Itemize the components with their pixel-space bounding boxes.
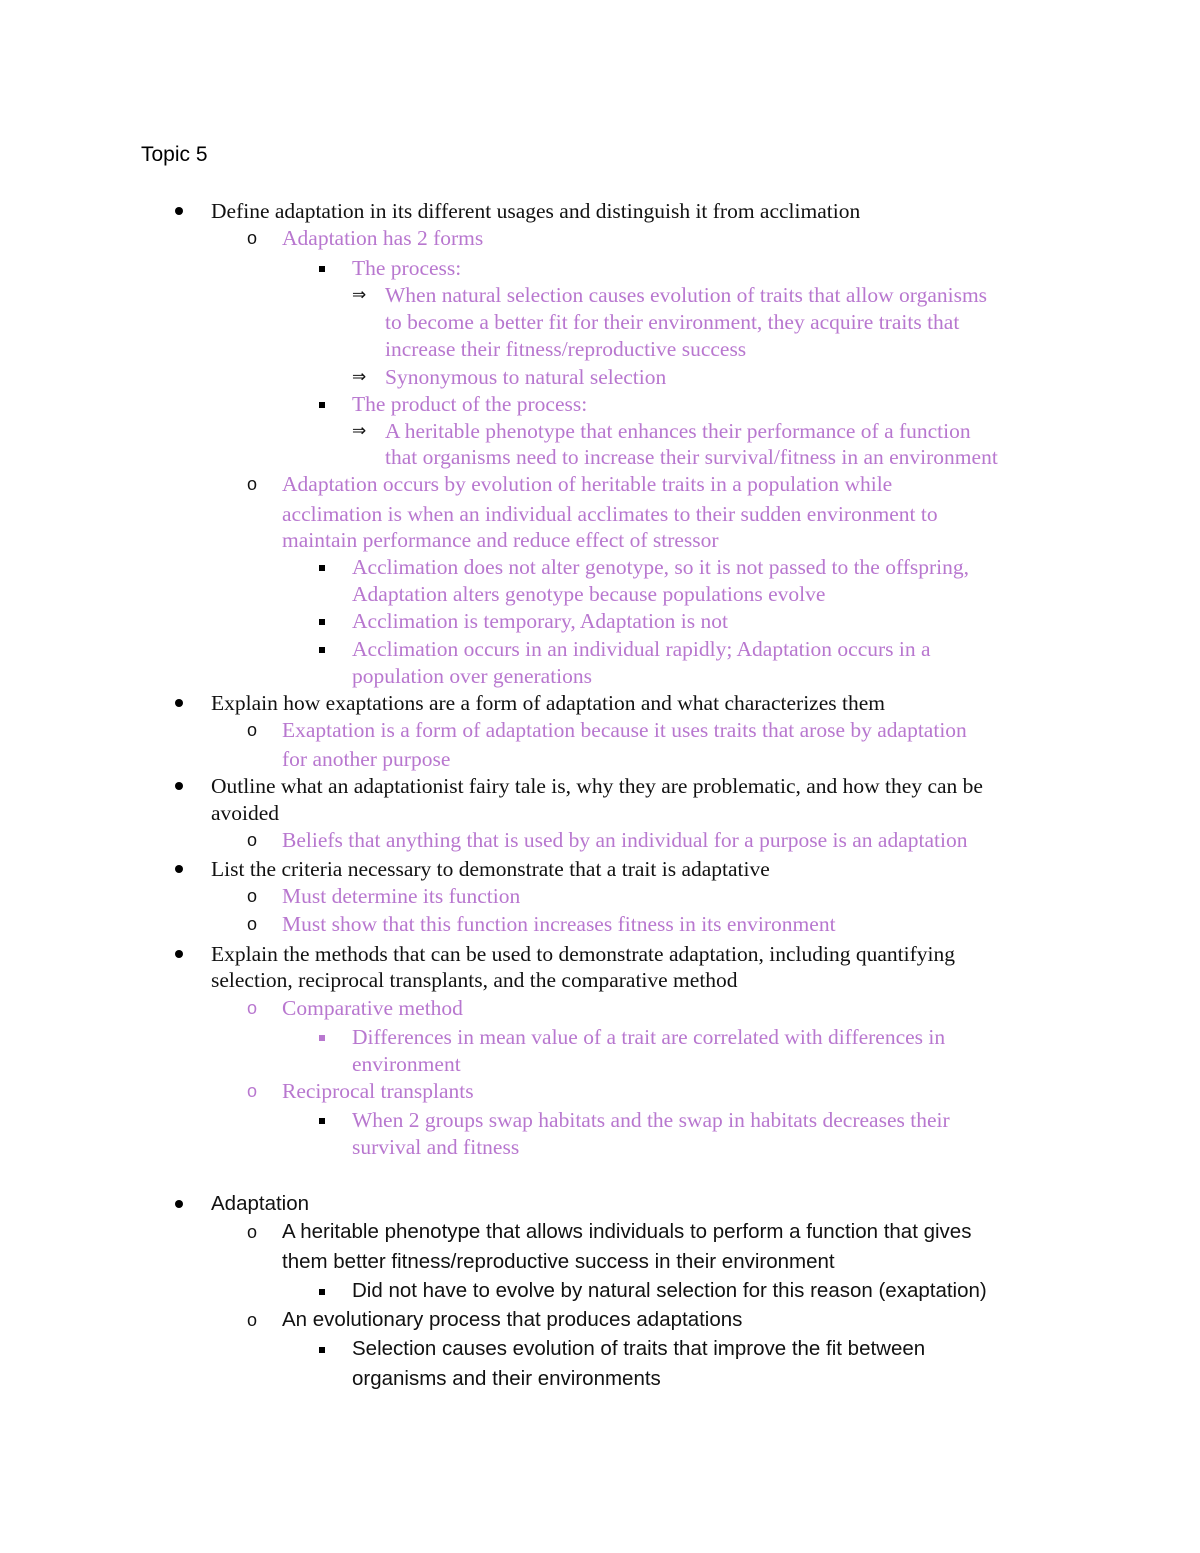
square-bullet-icon [319,1347,325,1353]
item-text: Acclimation does not alter genotype, so it is not passed to the offspring, [352,555,970,579]
square-bullet-icon [319,1035,325,1041]
circle-bullet-icon: o [247,1222,258,1242]
bullet-icon [175,865,183,873]
item-text: increase their fitness/reproductive success [385,337,747,361]
circle-bullet-icon: o [247,1310,258,1330]
page-title: Topic 5 [141,143,208,166]
item-text: Adaptation occurs by evolution of heritable traits in a population while [282,472,893,496]
circle-bullet-icon: o [247,886,258,906]
item-text: acclimation is when an individual acclimates to their sudden environment to [282,502,938,526]
item-text: List the criteria necessary to demonstrate that a trait is adaptative [211,857,770,881]
item-text: Differences in mean value of a trait are correlated with differences in [352,1025,946,1049]
bullet-icon [175,1200,183,1208]
item-text: When 2 groups swap habitats and the swap in habitats decreases their [352,1108,950,1132]
item-text: Selection causes evolution of traits that improve the fit between [352,1337,926,1360]
item-text: them better fitness/reproductive success in their environment [282,1250,835,1273]
item-text: Synonymous to natural selection [385,365,667,389]
item-text: Did not have to evolve by natural selection for this reason (exaptation) [352,1279,987,1302]
circle-bullet-icon: o [247,830,258,850]
item-text: When natural selection causes evolution of traits that allow organisms [385,283,988,307]
item-text: A heritable phenotype that allows individuals to perform a function that gives [282,1220,972,1243]
circle-bullet-icon: o [247,914,258,934]
item-text: Outline what an adaptationist fairy tale is, why they are problematic, and how they can be [211,774,983,798]
item-text: maintain performance and reduce effect of stressor [282,528,719,552]
circle-bullet-icon: o [247,998,258,1018]
item-text: Explain how exaptations are a form of adaptation and what characterizes them [211,691,885,715]
item-text: survival and fitness [352,1135,520,1159]
item-text: population over generations [352,664,593,688]
item-text: Comparative method [282,996,463,1020]
bullet-icon [175,207,183,215]
item-text: that organisms need to increase their survival/fitness in an environment [385,445,998,469]
item-text: environment [352,1052,461,1076]
square-bullet-icon [319,266,325,272]
item-text: An evolutionary process that produces adaptations [282,1308,743,1331]
item-text: The process: [352,256,462,280]
item-text: The product of the process: [352,392,588,416]
circle-bullet-icon: o [247,720,258,740]
item-text: Adaptation alters genotype because populations evolve [352,582,826,606]
item-text: for another purpose [282,747,451,771]
item-text: Acclimation is temporary, Adaptation is not [352,609,728,633]
bullet-icon [175,950,183,958]
arrow-bullet-icon: ⇒ [352,285,367,305]
item-text: A heritable phenotype that enhances their performance of a function [385,419,971,443]
item-text: Exaptation is a form of adaptation because it uses traits that arose by adaptation [282,718,967,742]
circle-bullet-icon: o [247,474,258,494]
item-text: Beliefs that anything that is used by an individual for a purpose is an adaptation [282,828,968,852]
item-text: Define adaptation in its different usages and distinguish it from acclimation [211,199,861,223]
item-text: Explain the methods that can be used to demonstrate adaptation, including quantifying [211,942,955,966]
bullet-icon [175,782,183,790]
circle-bullet-icon: o [247,1081,258,1101]
square-bullet-icon [319,1289,325,1295]
square-bullet-icon [319,565,325,571]
item-text: Reciprocal transplants [282,1079,474,1103]
item-text: Acclimation occurs in an individual rapidly; Adaptation occurs in a [352,637,931,661]
item-text: Must determine its function [282,884,521,908]
item-text: selection, reciprocal transplants, and the comparative method [211,968,738,992]
bullet-icon [175,699,183,707]
circle-bullet-icon: o [247,228,258,248]
arrow-bullet-icon: ⇒ [352,367,367,387]
item-text: to become a better fit for their environment, they acquire traits that [385,310,960,334]
square-bullet-icon [319,647,325,653]
square-bullet-icon [319,619,325,625]
square-bullet-icon [319,1118,325,1124]
item-text: Must show that this function increases fitness in its environment [282,912,836,936]
item-text: avoided [211,801,280,825]
arrow-bullet-icon: ⇒ [352,421,367,441]
item-text: Adaptation [211,1192,310,1215]
item-text: Adaptation has 2 forms [282,226,484,250]
square-bullet-icon [319,402,325,408]
item-text: organisms and their environments [352,1367,661,1390]
